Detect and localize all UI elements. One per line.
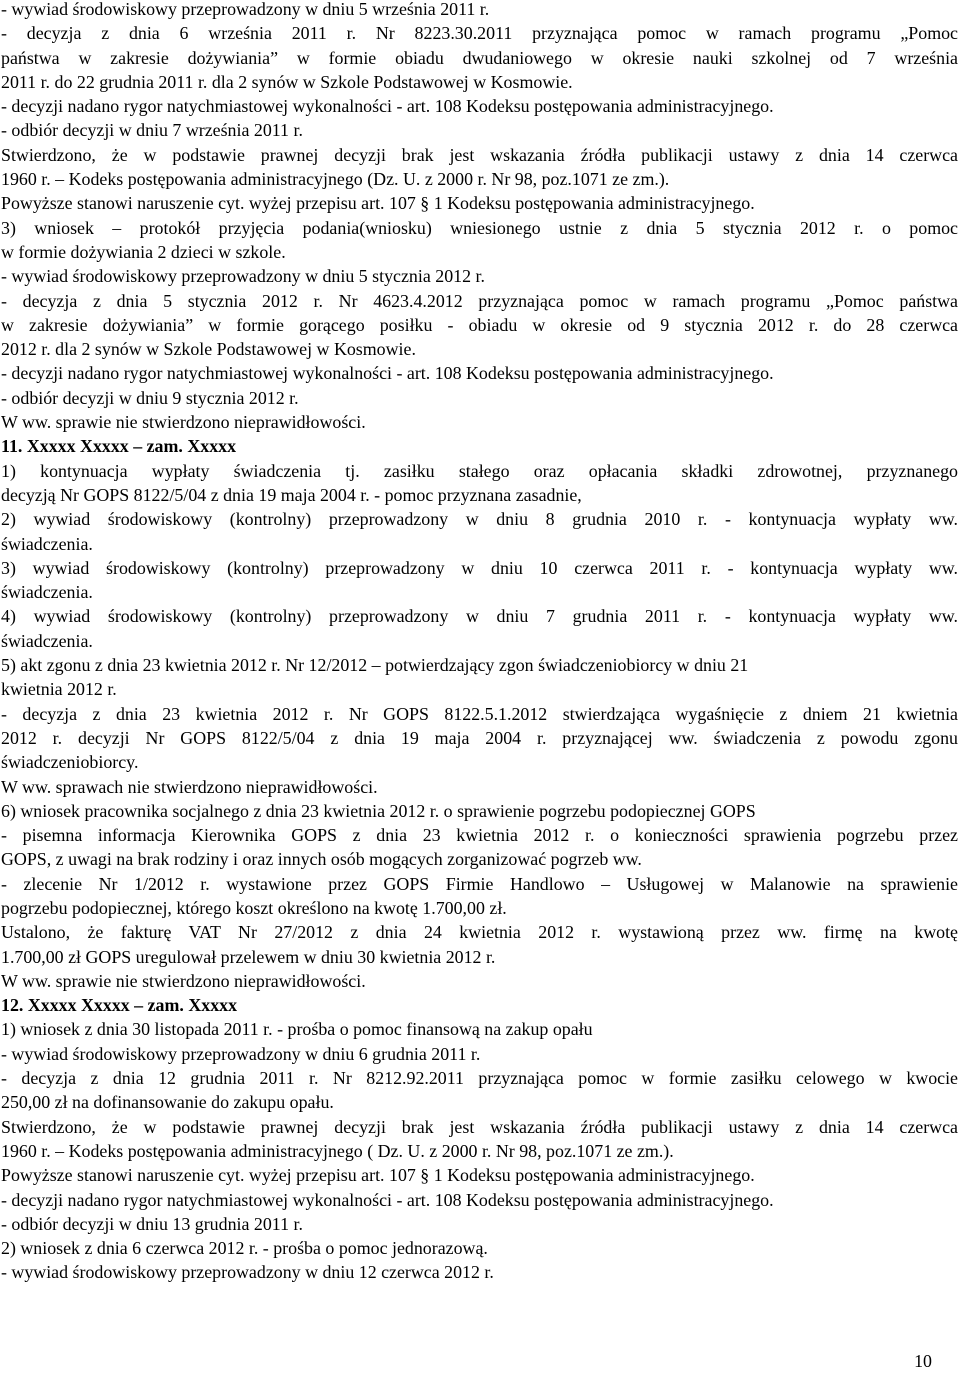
text-line: W ww. sprawie nie stwierdzono nieprawidłowości.	[1, 412, 366, 433]
text-line: świadczeniobiorcy.	[1, 752, 139, 773]
text-line: - decyzji nadano rygor natychmiastowej wykonalności - art. 108 Kodeksu postępowania administracyjnego.	[1, 1189, 774, 1210]
text-line: w zakresie dożywiania” w formie gorącego posiłku - obiadu w okresie od 9 stycznia 2012 r. do 28 czerwca	[1, 314, 958, 335]
text-line: W ww. sprawie nie stwierdzono nieprawidłowości.	[1, 970, 366, 991]
text-line: Ustalono, że fakturę VAT Nr 27/2012 z dnia 24 kwietnia 2012 r. wystawioną przez ww. firmę na kwotę	[1, 922, 958, 943]
text-line: 3) wywiad środowiskowy (kontrolny) przeprowadzony w dniu 10 czerwca 2011 r. - kontynuacja wypłaty ww.	[1, 557, 958, 578]
text-line: 1) wniosek z dnia 30 listopada 2011 r. - prośba o pomoc finansową na zakup opału	[1, 1019, 593, 1040]
text-line: - decyzja z dnia 6 września 2011 r. Nr 8223.30.2011 przyznająca pomoc w ramach programu „Pomoc	[1, 23, 958, 44]
text-line: - decyzja z dnia 5 stycznia 2012 r. Nr 4623.4.2012 przyznająca pomoc w ramach programu „Pomoc państwa	[1, 290, 958, 311]
text-line: 5) akt zgonu z dnia 23 kwietnia 2012 r. Nr 12/2012 – potwierdzający zgon świadczeniobiorcy w dniu 21	[1, 655, 749, 676]
page-number: 10	[914, 1351, 932, 1371]
section-heading: 12. Xxxxx Xxxxx – zam. Xxxxx	[1, 995, 238, 1016]
text-line: - decyzja z dnia 23 kwietnia 2012 r. Nr GOPS 8122.5.1.2012 stwierdzająca wygaśnięcie z dniem 21 kwietnia	[1, 703, 958, 724]
text-line: 1960 r. – Kodeks postępowania administracyjnego ( Dz. U. z 2000 r. Nr 98, poz.1071 ze zm.).	[1, 1140, 674, 1161]
text-line: - zlecenie Nr 1/2012 r. wystawione przez GOPS Firmie Handlowo – Usługowej w Malanowie na sprawienie	[1, 873, 958, 894]
text-line: GOPS, z uwagi na brak rodziny i oraz innych osób mogących zorganizować pogrzeb ww.	[1, 849, 642, 870]
text-line: - decyzji nadano rygor natychmiastowej wykonalności - art. 108 Kodeksu postępowania administracyjnego.	[1, 96, 774, 117]
text-line: świadczenia.	[1, 630, 93, 651]
text-line: - decyzja z dnia 12 grudnia 2011 r. Nr 8212.92.2011 przyznająca pomoc w formie zasiłku celowego w kwocie	[1, 1068, 958, 1089]
text-line: - odbiór decyzji w dniu 9 stycznia 2012 r.	[1, 387, 299, 408]
text-line: świadczenia.	[1, 582, 93, 603]
text-line: kwietnia 2012 r.	[1, 679, 117, 700]
text-line: 2012 r. dla 2 synów w Szkole Podstawowej w Kosmowie.	[1, 339, 416, 360]
text-line: 4) wywiad środowiskowy (kontrolny) przeprowadzony w dniu 7 grudnia 2011 r. - kontynuacja wypłaty ww.	[1, 606, 958, 627]
text-line: Powyższe stanowi naruszenie cyt. wyżej przepisu art. 107 § 1 Kodeksu postępowania administracyjnego.	[1, 1165, 755, 1186]
text-line: - decyzji nadano rygor natychmiastowej wykonalności - art. 108 Kodeksu postępowania administracyjnego.	[1, 363, 774, 384]
text-line: Stwierdzono, że w podstawie prawnej decyzji brak jest wskazania źródła publikacji ustawy z dnia 14 czerwca	[1, 1116, 958, 1137]
text-line: 2012 r. decyzji Nr GOPS 8122/5/04 z dnia 19 maja 2004 r. przyznającej ww. świadczenia z powodu zgonu	[1, 727, 958, 748]
text-line: - wywiad środowiskowy przeprowadzony w dniu 12 czerwca 2012 r.	[1, 1262, 494, 1283]
text-line: 1.700,00 zł GOPS uregulował przelewem w dniu 30 kwietnia 2012 r.	[1, 946, 496, 967]
text-line: - odbiór decyzji w dniu 13 grudnia 2011 r.	[1, 1213, 303, 1234]
text-line: 1960 r. – Kodeks postępowania administracyjnego (Dz. U. z 2000 r. Nr 98, poz.1071 ze zm.).	[1, 169, 670, 190]
text-line: 1) kontynuacja wypłaty świadczenia tj. zasiłku stałego oraz opłacania składki zdrowotnej, przyznanego	[1, 460, 958, 481]
text-line: - odbiór decyzji w dniu 7 września 2011 r.	[1, 120, 303, 141]
text-line: 3) wniosek – protokół przyjęcia podania(wniosku) wniesionego ustnie z dnia 5 stycznia 2012 r. o pomoc	[1, 217, 958, 238]
text-line: - wywiad środowiskowy przeprowadzony w dniu 6 grudnia 2011 r.	[1, 1043, 481, 1064]
text-line: W ww. sprawach nie stwierdzono nieprawidłowości.	[1, 776, 378, 797]
text-line: świadczenia.	[1, 533, 93, 554]
text-line: Powyższe stanowi naruszenie cyt. wyżej przepisu art. 107 § 1 Kodeksu postępowania administracyjnego.	[1, 193, 755, 214]
text-line: w formie dożywiania 2 dzieci w szkole.	[1, 241, 286, 262]
text-line: Stwierdzono, że w podstawie prawnej decyzji brak jest wskazania źródła publikacji ustawy z dnia 14 czerwca	[1, 144, 958, 165]
text-line: 250,00 zł na dofinansowanie do zakupu opału.	[1, 1092, 334, 1113]
text-line: 2) wywiad środowiskowy (kontrolny) przeprowadzony w dniu 8 grudnia 2010 r. - kontynuacja wypłaty ww.	[1, 509, 958, 530]
text-line: - wywiad środowiskowy przeprowadzony w dniu 5 stycznia 2012 r.	[1, 266, 485, 287]
text-line: - pisemna informacja Kierownika GOPS z dnia 23 kwietnia 2012 r. o konieczności sprawienia pogrzebu przez	[1, 825, 958, 846]
text-line: pogrzebu podopiecznej, którego koszt określono na kwotę 1.700,00 zł.	[1, 897, 507, 918]
text-line: państwa w zakresie dożywiania” w formie obiadu dwudaniowego w okresie nauki szkolnej od 7 września	[1, 47, 958, 68]
text-line: 2011 r. do 22 grudnia 2011 r. dla 2 synów w Szkole Podstawowej w Kosmowie.	[1, 71, 573, 92]
text-line: decyzją Nr GOPS 8122/5/04 z dnia 19 maja 2004 r. - pomoc przyznana zasadnie,	[1, 484, 582, 505]
text-line: - wywiad środowiskowy przeprowadzony w dniu 5 września 2011 r.	[1, 0, 490, 19]
section-heading: 11. Xxxxx Xxxxx – zam. Xxxxx	[1, 436, 237, 457]
text-line: 6) wniosek pracownika socjalnego z dnia 23 kwietnia 2012 r. o sprawienie pogrzebu podopiecznej GOPS	[1, 800, 756, 821]
text-line: 2) wniosek z dnia 6 czerwca 2012 r. - prośba o pomoc jednorazową.	[1, 1238, 488, 1259]
